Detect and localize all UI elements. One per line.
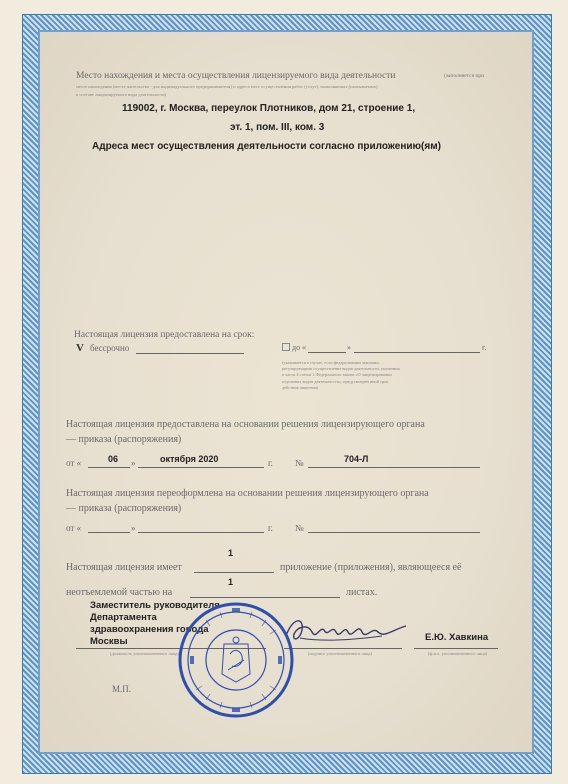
attachments-text-1: Настоящая лицензия имеет bbox=[66, 562, 182, 573]
signatory-name: Е.Ю. Хавкина bbox=[425, 632, 489, 643]
term-until-date-line bbox=[354, 352, 480, 353]
reissue-num-label: № bbox=[295, 523, 304, 533]
mp-label: М.П. bbox=[112, 684, 132, 694]
signatory-position-3: здравоохранения города bbox=[90, 624, 209, 635]
term-note: (указывается в случае, если федеральными законами, регулирующими осуществление видов деятельности, указанных в части 4 статьи 1 Федерального закона «О лицензировании отдельных видов деятельности», предусмотрен иной срок действия лицензии) bbox=[282, 360, 401, 390]
attachments-sheets-line bbox=[190, 597, 340, 598]
checkmark-icon: V bbox=[76, 342, 84, 354]
basis-day: 06 bbox=[108, 454, 119, 464]
handwritten-signature bbox=[282, 612, 410, 650]
location-note-1: (заполняется при bbox=[444, 73, 485, 79]
position-caption: (должность уполномоченного лица) bbox=[110, 651, 179, 656]
reissue-text-2: — приказа (распоряжения) bbox=[66, 503, 182, 514]
reissue-text-1: Настоящая лицензия переоформлена на основании решения лицензирующего органа bbox=[66, 488, 429, 499]
reissue-from: от « bbox=[66, 523, 82, 533]
attachments-count-line bbox=[194, 572, 274, 573]
term-label: Настоящая лицензия предоставлена на срок: bbox=[74, 330, 255, 340]
basis-num-line bbox=[308, 467, 480, 468]
basis-num-label: № bbox=[295, 458, 304, 468]
term-until-suffix: г. bbox=[482, 343, 487, 352]
basis-year-suffix: г. bbox=[268, 458, 273, 468]
term-indefinite: бессрочно bbox=[90, 343, 130, 353]
basis-close: » bbox=[131, 458, 136, 468]
term-until-day-line bbox=[308, 352, 346, 353]
attachments-count: 1 bbox=[228, 548, 234, 558]
reissue-year-suffix: г. bbox=[268, 523, 273, 533]
official-seal bbox=[176, 600, 296, 720]
signature-caption: (подпись уполномоченного лица) bbox=[308, 651, 372, 656]
attachments-text-4: листах. bbox=[346, 587, 378, 598]
address-line-2: эт. 1, пом. III, ком. 3 bbox=[230, 122, 325, 133]
basis-text-1: Настоящая лицензия предоставлена на основании решения лицензирующего органа bbox=[66, 419, 425, 430]
term-indefinite-line bbox=[136, 353, 244, 354]
address-line-3: Адреса мест осуществления деятельности согласно приложению(ям) bbox=[92, 141, 441, 152]
basis-month-year: октября 2020 bbox=[160, 454, 219, 464]
name-line bbox=[414, 648, 498, 649]
location-note-2: месте нахождения (месте жительства - для индивидуального предпринимателя) и адреса мест осуществления работ (услуг), выполняемых (оказываемых) bbox=[76, 84, 378, 89]
address-line-1: 119002, г. Москва, переулок Плотников, дом 21, строение 1, bbox=[122, 103, 416, 114]
term-checkbox bbox=[282, 343, 290, 351]
basis-text-2: — приказа (распоряжения) bbox=[66, 434, 182, 445]
attachments-text-3: неотъемлемой частью на bbox=[66, 587, 173, 598]
signatory-position-1: Заместитель руководителя bbox=[90, 600, 220, 611]
location-label: Место нахождения и места осуществления лицензируемого вида деятельности bbox=[76, 71, 396, 81]
attachments-sheets: 1 bbox=[228, 577, 234, 587]
term-until-mid: » bbox=[347, 343, 351, 352]
reissue-date-line bbox=[138, 532, 264, 533]
location-note-3: в составе лицензируемого вида деятельности) bbox=[76, 92, 167, 97]
basis-date-line bbox=[138, 467, 264, 468]
signatory-position-4: Москвы bbox=[90, 636, 128, 647]
basis-num: 704-Л bbox=[344, 454, 369, 464]
attachments-text-2: приложение (приложения), являющееся её bbox=[280, 562, 462, 573]
reissue-num-line bbox=[308, 532, 480, 533]
basis-from: от « bbox=[66, 458, 82, 468]
reissue-day-line bbox=[88, 532, 130, 533]
reissue-close: » bbox=[131, 523, 136, 533]
name-caption: (ф.и.о. уполномоченного лица) bbox=[428, 651, 488, 656]
basis-day-line bbox=[88, 467, 130, 468]
term-until-prefix: до « bbox=[292, 343, 307, 352]
signatory-position-2: Департамента bbox=[90, 612, 157, 623]
